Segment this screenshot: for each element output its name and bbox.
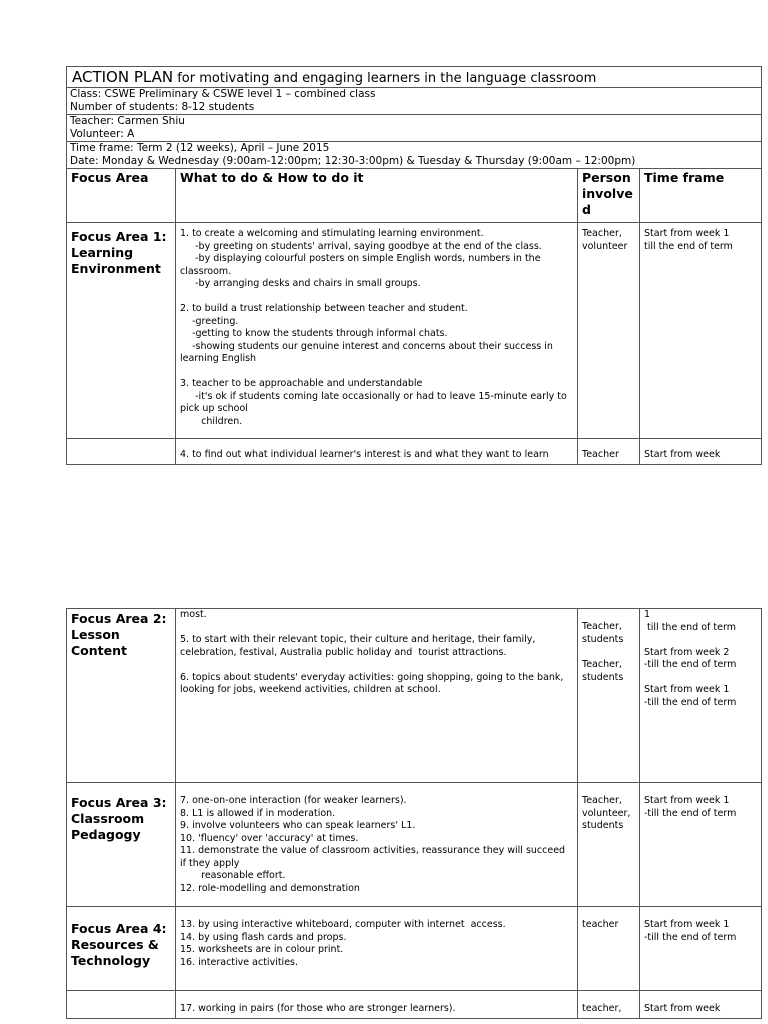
fa3-item: 7. one-on-one interaction (for weaker learners). [180,795,407,806]
fa2-item [180,659,573,672]
focus-area-3-items [176,783,578,907]
fa1-item: -getting to know the students through informal chats. [180,328,448,339]
fa1-item: -greeting. [180,315,239,327]
header-what-to-do: What to do & How to do it [176,169,578,223]
fa4-item: 14. by using flash cards and props. [180,931,347,943]
fa1-item [180,291,573,304]
fa1-item: 1. to create a welcoming and stimulating learning environment. [180,228,484,239]
fa2-time-line [644,672,757,685]
focus-area-3-label: Focus Area 3: Classroom Pedagogy [67,783,176,907]
fa1-item: 2. to build a trust relationship between teacher and student. [180,303,468,314]
focus-area-2-label: Focus Area 2: Lesson Content [67,609,176,783]
header-focus-area: Focus Area [67,169,176,223]
staff-block [67,115,762,142]
fa1-item: -by arranging desks and chairs in small groups. [180,278,421,289]
volunteer-info: Volunteer: A [70,128,135,140]
focus-area-4-person: teacher [578,907,640,991]
fa4-item: 13. by using interactive whiteboard, computer with internet access. [180,919,506,930]
fa4-item: 15. worksheets are in colour print. [180,944,344,955]
fa3-item: 11. demonstrate the value of classroom activities, reassurance they will succeed if they apply [180,845,569,869]
fa1-item: -it's ok if students coming late occasionally or had to leave 15-minute early to pick up school [180,390,570,414]
fa2-person: Teacher, students [582,621,625,645]
row17-focus-empty [67,991,176,1019]
row4-time: Start from week [640,439,762,465]
fa4-item: 16. interactive activities. [180,956,299,968]
fa4-time-line: Start from week 1 [644,919,730,930]
date-info: Date: Monday & Wednesday (9:00am-12:00pm; 12:30-3:00pm) & Tuesday & Thursday (9:00am – 12:00pm) [70,155,636,167]
focus-area-2-items [176,609,578,783]
fa3-item: 8. L1 is allowed if in moderation. [180,807,336,819]
document-title [67,67,762,88]
fa1-item: children. [180,415,243,427]
focus-area-2-person [578,609,640,783]
focus-area-1-items [176,223,578,439]
fa3-item: 10. 'fluency' over 'accuracy' at times. [180,832,359,844]
fa2-time-line: -till the end of term [644,659,737,670]
fa2-time-line: till the end of term [644,621,736,633]
fa3-item: reasonable effort. [180,870,286,881]
focus-area-4-time [640,907,762,991]
focus-area-3-time [640,783,762,907]
fa1-item: -by greeting on students' arrival, saying goodbye at the end of the class. [180,240,542,252]
fa3-time-line: Start from week 1 [644,795,730,806]
fa1-item: 3. teacher to be approachable and understandable [180,378,423,389]
focus-area-1-label: Focus Area 1: Learning Environment [67,223,176,439]
fa1-item [180,366,573,379]
students-info: Number of students: 8-12 students [70,101,255,113]
action-plan-table-page1 [66,66,762,465]
fa1-time-line: Start from week 1 [644,228,730,239]
info-block [67,88,762,115]
fa1-item: -showing students our genuine interest and concerns about their success in learning English [180,340,556,364]
header-time-frame: Time frame [640,169,762,223]
fa2-time-line: Start from week 1 [644,684,730,695]
fa2-time-line: Start from week 2 [644,646,730,658]
time-block [67,142,762,169]
timeframe-info: Time frame: Term 2 (12 weeks), April – June 2015 [70,142,330,154]
focus-area-4-items [176,907,578,991]
fa2-person: Teacher, students [582,659,625,683]
row17-text: 17. working in pairs (for those who are stronger learners). [176,991,578,1019]
fa2-item: 5. to start with their relevant topic, their culture and heritage, their family, celebration, festival, Australia public holiday and tourist attractions. [180,634,539,658]
fa1-time-line: till the end of term [644,240,733,252]
focus-area-2-time [640,609,762,783]
fa2-item [180,622,573,635]
focus-area-4-label: Focus Area 4: Resources & Technology [67,907,176,991]
fa2-time-line: 1 [644,609,651,620]
header-person-involved: Person involve d [578,169,640,223]
fa1-item: -by displaying colourful posters on simple English words, numbers in the classroom. [180,253,544,277]
row17-time: Start from week [640,991,762,1019]
fa3-item: 12. role-modelling and demonstration [180,882,360,894]
fa2-time-line: -till the end of term [644,696,737,708]
fa3-time-line: -till the end of term [644,807,737,819]
row4-text: 4. to find out what individual learner's interest is and what they want to learn [176,439,578,465]
title-main: ACTION PLAN [72,68,174,86]
title-rest: for motivating and engaging learners in the language classroom [173,71,597,86]
fa4-time-line: -till the end of term [644,931,737,943]
fa2-item: 6. topics about students' everyday activities: going shopping, going to the bank, looking for jobs, weekend activities, children at school. [180,671,567,695]
class-info: Class: CSWE Preliminary & CSWE level 1 – combined class [70,88,376,100]
teacher-info: Teacher: Carmen Shiu [70,115,185,127]
action-plan-table-page2 [66,608,762,1019]
row17-person: teacher, [578,991,640,1019]
focus-area-1-time [640,223,762,439]
fa2-time-line [644,634,757,647]
fa2-item: most. [180,609,207,620]
focus-area-1-person: Teacher, volunteer [578,223,640,439]
focus-area-3-person: Teacher, volunteer, students [578,783,640,907]
fa3-item: 9. involve volunteers who can speak learners' L1. [180,820,416,831]
row4-focus-empty [67,439,176,465]
row4-person: Teacher [578,439,640,465]
